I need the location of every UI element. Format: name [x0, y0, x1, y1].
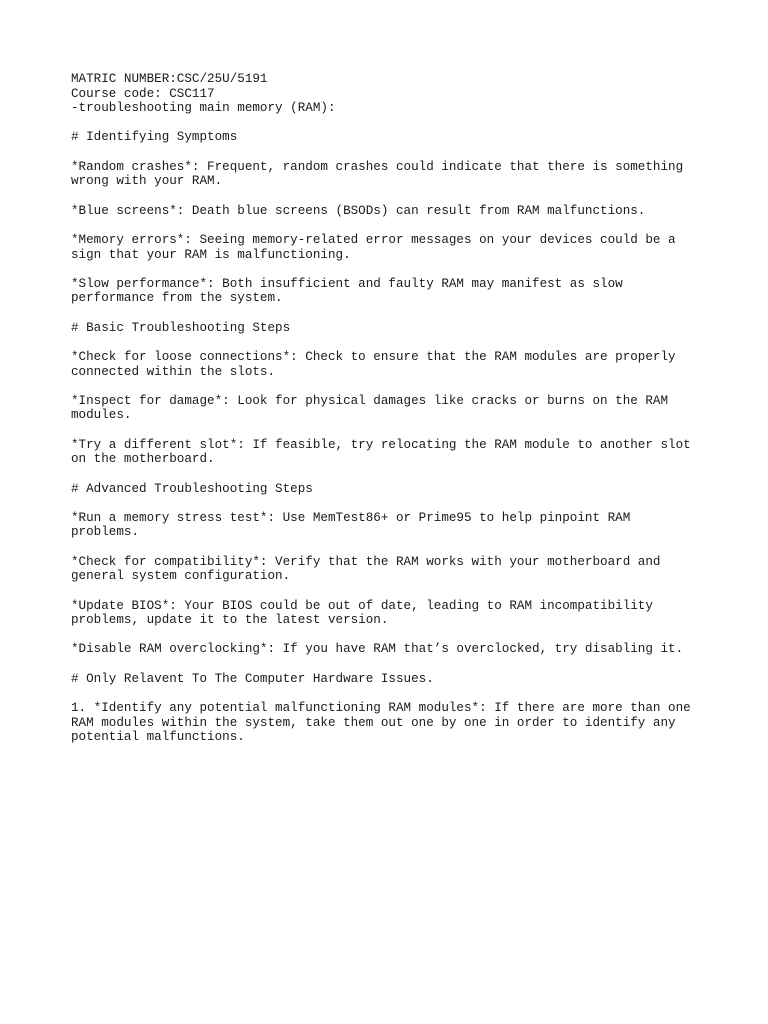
- document-body: [71, 130, 711, 744]
- paragraph-line: *Run a memory stress test*: Use MemTest86+ or Prime95 to help pinpoint RAM: [71, 510, 631, 525]
- section-heading: # Advanced Troubleshooting Steps: [71, 481, 313, 496]
- paragraph: [71, 350, 711, 379]
- paragraph: [71, 642, 711, 657]
- paragraph-line: *Check for loose connections*: Check to ensure that the RAM modules are properly: [71, 349, 676, 364]
- paragraph-line: 1. *Identify any potential malfunctioning RAM modules*: If there are more than one: [71, 701, 691, 716]
- paragraph-line: performance from the system.: [71, 291, 283, 306]
- intro-line: -troubleshooting main memory (RAM):: [71, 101, 336, 116]
- paragraph-line: sign that your RAM is malfunctioning.: [71, 247, 351, 262]
- paragraph-line: *Disable RAM overclocking*: If you have RAM that’s overclocked, try disabling it.: [71, 642, 684, 657]
- paragraph: [71, 555, 711, 584]
- course-code: Course code: CSC117: [71, 86, 215, 101]
- section-heading: # Only Relavent To The Computer Hardware Issues.: [71, 671, 434, 686]
- paragraph: [71, 438, 711, 467]
- paragraph: [71, 204, 711, 219]
- paragraph-line: *Inspect for damage*: Look for physical damages like cracks or burns on the RAM: [71, 393, 669, 408]
- paragraph-line: *Blue screens*: Death blue screens (BSODs) can result from RAM malfunctions.: [71, 203, 646, 218]
- paragraph: [71, 511, 711, 540]
- paragraph-line: RAM modules within the system, take them out one by one in order to identify any: [71, 715, 676, 730]
- document-header: [71, 72, 711, 101]
- paragraph-line: general system configuration.: [71, 569, 291, 584]
- paragraph: [71, 701, 711, 745]
- paragraph: [71, 160, 711, 189]
- section-heading: # Basic Troubleshooting Steps: [71, 320, 291, 335]
- paragraph-line: connected within the slots.: [71, 364, 276, 379]
- matric-number: MATRIC NUMBER:CSC/25U/5191: [71, 72, 268, 86]
- paragraph-line: *Try a different slot*: If feasible, try relocating the RAM module to another slot: [71, 437, 691, 452]
- paragraph-line: *Slow performance*: Both insufficient and faulty RAM may manifest as slow: [71, 276, 623, 291]
- paragraph-line: problems, update it to the latest version.: [71, 613, 389, 628]
- paragraph-line: *Random crashes*: Frequent, random crashes could indicate that there is something: [71, 159, 684, 174]
- paragraph: [71, 599, 711, 628]
- paragraph-line: wrong with your RAM.: [71, 174, 223, 189]
- paragraph-line: problems.: [71, 525, 140, 540]
- paragraph: [71, 233, 711, 262]
- paragraph: [71, 394, 711, 423]
- document-page: [71, 72, 711, 760]
- paragraph-line: on the motherboard.: [71, 452, 215, 467]
- paragraph-line: *Check for compatibility*: Verify that the RAM works with your motherboard and: [71, 554, 661, 569]
- paragraph: [71, 277, 711, 306]
- paragraph-line: *Memory errors*: Seeing memory-related error messages on your devices could be a: [71, 232, 676, 247]
- paragraph-line: *Update BIOS*: Your BIOS could be out of date, leading to RAM incompatibility: [71, 598, 653, 613]
- paragraph-line: potential malfunctions.: [71, 730, 245, 745]
- paragraph-line: modules.: [71, 408, 132, 423]
- section-heading: # Identifying Symptoms: [71, 130, 238, 145]
